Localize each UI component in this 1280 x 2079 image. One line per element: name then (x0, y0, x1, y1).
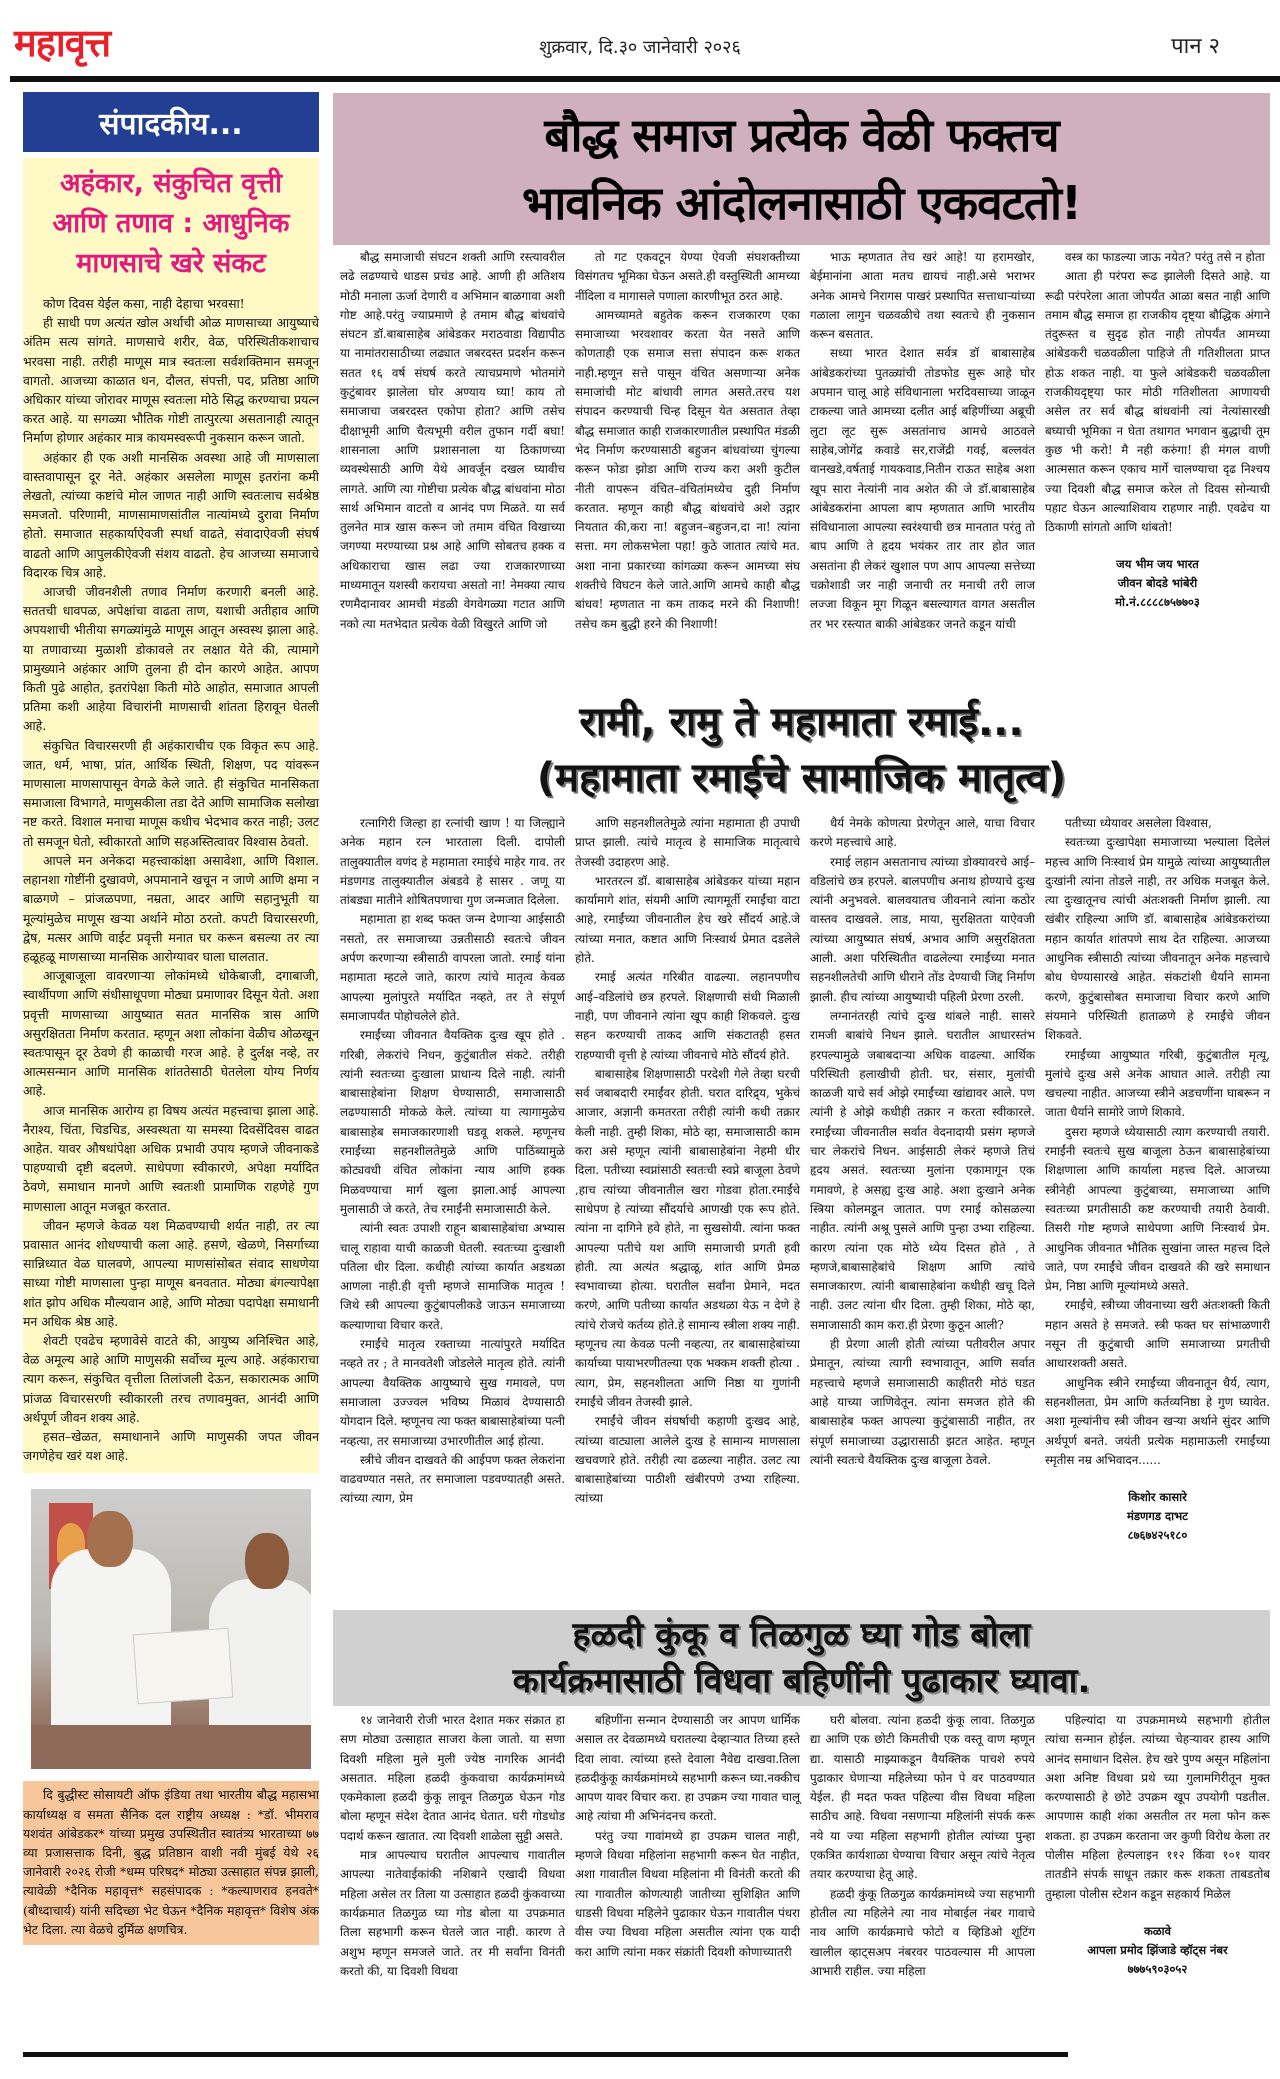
byline-author: किशोर कासारे (1128, 1490, 1187, 1505)
article-paragraph: बौद्ध समाजाची संघटन शक्ती आणि रस्त्यावरील लढे लढण्याचे धाडस प्रचंड आहे. आणी ही अतिशय मोठी मनाला ऊर्जा देणारी व अभिमान बाळगावा अशी गोष्ट आहे.परंतु ज्याप्रमाणे हे तमाम बौद्ध बांधवांचे संघटन डॉ.बाबासाहेब आंबेडकर मराठवाडा विद्यापीठ या नामांतरासाठीच्या लढ्यात जबरदस्त प्रदर्शन करून सतत १६ वर्ष संघर्ष करते त्याचप्रमाणे भोतमांगे कुटुंबावर झालेला घोर अण्याय घ्या! काय तो समाजाचा जबरदस्त एकोपा होता? आणि तसेच दीक्षाभूमी आणि चैत्यभूमी वरील तुफान गर्दी बघा! शासनाला आणि प्रशासनाला या ठिकाणच्या व्यवस्थेसाठी आणि येथे आवर्जून दखल घ्यावीच लागते. आणि त्या गोष्टीचा प्रत्येक बौद्ध बांधवांना मोठा सार्थ अभिमान वाटतो व आनंद पण मिळते. या सर्व तुलनेत मात्र खास करून जो तमाम वंचित विखाच्या जगण्या मरण्याच्या प्रश्न आहे आणि सोबतच हक्क व अधिकाराचा खास लढा ज्या राजकारणाच्या माध्यमातून यशस्वी करायचा असतो ना! नेमक्या त्याच रणमैदानावर आमची मंडळी वेगवेगळ्या गटात आणि नको त्या मतभेदात प्रत्येक वेळी विखुरते आणि जो (340, 250, 565, 631)
article2-byline (1045, 1488, 1270, 1545)
byline-author: आपला प्रमोद झिंजाडे व्हॉट्स नंबर (1087, 1942, 1228, 1957)
article2-column (575, 814, 800, 1606)
byline-phone: मो.नं.८८८८७५७७०३ (1115, 595, 1200, 610)
article-paragraph: त्यांनी स्वतः उपाशी राहून बाबासाहेबांचा अभ्यास चालू राहावा याची काळजी घेतली. स्वतःच्या दुःखाशी पतिला धीर दिला. कधीही त्यांच्या कार्यात अडथळा आणला नाही.ही वृत्ती म्हणजे सामाजिक मातृत्व ! जिथे स्त्री आपल्या कुटुंबापलीकडे जाऊन समाजाच्या कल्याणाचा विचार करते. (340, 1221, 565, 1332)
article-paragraph: रमाईंच्या आयुष्यात गरिबी, कुटुंबातील मृत्यू, मुलांचे दुःख असे अनेक आघात आले. तरीही त्या खचल्या नाहीत. आजच्या स्त्रीने अडचणींना घाबरून न जाता धैर्याने सामोरे जाणे शिकावे. (1045, 1047, 1270, 1120)
byline-phone: ७७७५९०३०५२ (1127, 1961, 1188, 1976)
article-paragraph: रमाईंचे, स्त्रीच्या जीवनाच्या खरी अंतःशक्ती किती महान असते हे समजते. स्त्री फक्त घर सांभाळणारी नसून ती कुटुंबाची आणि समाजाच्या प्रगतीची आधारशक्ती असते. (1045, 1298, 1270, 1371)
article1-column (810, 248, 1035, 686)
article3-headline (333, 1610, 1270, 1706)
article1-headline (333, 93, 1270, 245)
editorial-panel (23, 158, 319, 1473)
article-paragraph: बहिणींना सन्मान देण्यासाठी जर आपण धार्मिक असाल तर देवळामध्ये घरातल्या देव्हाऱ्यात तिच्या हस्ते दिवा लावा. त्यांच्या हस्ते देवाला नैवेद्य दाखवा.तिला हळदीकुंकू कार्यक्रमांमध्ये सहभागी करून घ्या.नक्कीच आपण यावर विचार करा. हा उपक्रम ज्या गावात चालू आहे त्यांचा मी अभिनंदनच करतो. (575, 1713, 800, 1824)
editorial-column (23, 92, 319, 1945)
person-left-head (87, 1511, 133, 1567)
article-paragraph: धैर्य नेमके कोणत्या प्रेरणेतून आले, याचा विचार करणे महत्त्वाचे आहे. (810, 816, 1035, 850)
article-paragraph: वस्त्र का फाडल्या जाऊ नयेत? परंतु तसे न होता (1065, 250, 1265, 264)
editorial-paragraph: कोण दिवस येईल कसा, नाही देहाचा भरवसा! (43, 296, 245, 311)
editorial-title-line: आणि तणाव : आधुनिक (52, 208, 290, 239)
article1-byline (1045, 555, 1270, 612)
article-paragraph: रमाई अत्यंत गरिबीत वाढल्या. लहानपणीच आई–वडिलांचे छत्र हरपले. शिक्षणाची संधी मिळाली नाही, पण जीवनाने त्यांना खूप काही शिकवले. दुःख सहन करण्याची ताकद आणि संकटातही हसत राहण्याची वृत्ती हे त्यांच्या जीवनाचे मोठे सौंदर्य होते. (575, 970, 800, 1062)
issue-date: शुक्रवार, दि.३० जानेवारी २०२६ (539, 37, 741, 58)
article1-column (575, 248, 800, 686)
newspaper-logo: महावृत्त (14, 21, 111, 65)
article3-byline (1045, 1922, 1270, 1979)
article-paragraph: रमाईंचे जीवन संघर्षाची कहाणी दुःखद आहे, त्यांच्या वाट्याला आलेले दुःख हे सामान्य माणसाला खचवणारे होते. तरीही त्या ढळल्या नाहीत. उलट त्या बाबासाहेबांच्या पाठीशी खंबीरपणे उभ्या राहिल्या. त्यांच्या (575, 1414, 800, 1506)
masthead (0, 0, 1280, 80)
editorial-paragraph: जीवन म्हणजे केवळ यश मिळवण्याची शर्यत नाही, तर त्या प्रवासात आनंद शोधण्याची कला आहे. हसणे, खेळणे, निसर्गाच्या सान्निध्यात वेळ घालवणे, आपल्या माणसांसोबत संवाद साधणेया साध्या गोष्टी माणसाला पुन्हा माणूस बनवतात. मोठ्या बंगल्यापेक्षा शांत झोप अधिक मौल्यवान आहे, आणि मोठ्या पदापेक्षा समाधानी मन अधिक श्रेष्ठ आहे. (23, 1217, 319, 1329)
desk (31, 1725, 311, 1769)
page-number: पान २ (1171, 34, 1220, 59)
article1-body (340, 248, 1270, 686)
article3-column (1045, 1711, 1270, 2051)
article-paragraph: परंतु ज्या गावांमध्ये हा उपक्रम चालत नाही, म्हणजे विधवा महिलांना सहभागी करून घेत नाहीत, अशा गावातील विधवा महिलांना मी विनंती करतो की त्या गावातील कोणत्याही जातीच्या सुशिक्षित आणि धाडसी विधवा महिलेने पुढाकार घेऊन गावातील पंधरा वीस ज्या विधवा महिला असतील त्यांना एक यादी करा आणि त्यांना मकर संक्रांती दिवशी कोणाच्यातरी (575, 1828, 800, 1959)
article2-column (810, 814, 1035, 1606)
article3-column (810, 1711, 1035, 2051)
article-paragraph: सध्या भारत देशात सर्वत्र डॉ बाबासाहेब आंबेडकरांच्या पुतळ्यांची तोडफोड सुरू आहे घोर अपमान चालू आहे संविधानाला भरदिवसाच्या जाळून टाकल्या जाते आमच्या दलीत आई बहिणींच्या अब्रूची लुटा लूट सुरू असतांनाच आमचे आठवले साहेब,जोगेंद्र कवाडे सर,राजेंद्री गवई, बल्लवंत वानखडे,वर्षताई गायकवाड,नितीन राऊत साहेब अशा खूप सारा नेत्यांनी नाव अशेत की जे डॉ.बाबासाहेब आंबेडकरांना आपला बाप म्हणतात आणि भारतीय संविधानाला आपल्या स्वरंश्याची छत्र मानतात परंतु तो बाप आणि ते हृदय भयंकर तार तार होत जात असतांना ही लेकरं खुशाल पण आप आपल्या सत्तेच्या चक्रोशाडी जर नाही जनाची तर मनाची तरी लाज लज्जा विकून मूग गिळून बसल्यागत वागत असतील तर भर रस्त्यात बाकी आंबेडकर जनते कडून यांची (810, 346, 1035, 631)
byline-line: कळावे (1144, 1923, 1171, 1938)
headline-line: भावनिक आंदोलनासाठी एकवटतो! (522, 176, 1081, 230)
article-paragraph: रमाईंच्या जीवनात वैयक्तिक दुःख खूप होते . गरिबी, लेकरांचे निधन, कुटुंबातील संकटे. तरीही त्यांनी स्वतःच्या दुःखाला प्राधान्य दिले नाही. त्यांनी बाबासाहेबांना शिक्षण घेण्यासाठी, समाजासाठी लढण्यासाठी मोकळे केले. त्यांच्या या त्यागामुळेच बाबासाहेब समाजकारणाशी घडवू शकले. म्हणूनच रमाईंच्या सहनशीलतेमुळे आणि पाठिंब्यामुळे कोट्यवधी वंचित लोकांना न्याय आणि हक्क मिळवण्याचा मार्ग खुला झाला.आई आपल्या मुलासाठी जे करते, तेच रमाईंनी समाजासाठी केले. (340, 1028, 565, 1216)
editorial-paragraph: आजूबाजूला वावरणाऱ्या लोकांमध्ये धोकेबाजी, दगाबाजी, स्वार्थीपणा आणि संधीसाधूपणा मोठ्या प्रमाणावर दिसून येतो. अशा प्रवृत्ती माणसाच्या आयुष्यात सतत मानसिक त्रास आणि असुरक्षितता निर्माण करतात. म्हणून अशा लोकांना वेळीच ओळखून स्वतःपासून दूर ठेवणे ही काळाची गरज आहे. हे दुर्लक्ष नव्हे, तर आत्मसन्मान आणि मानसिक शांततेसाठी घेतलेला योग्य निर्णय आहे. (23, 968, 319, 1099)
article2-column (1045, 814, 1270, 1606)
article-paragraph: हळदी कुंकू तिळगुळ कार्यक्रमांमध्ये ज्या सहभागी होतील त्या महिलेने त्या नाव मोबाईल नंबर गावाचे नाव आणि कार्यक्रमाचे फोटो व व्हिडिओ शूटिंग खालील व्हाट्सअप नंबरवर पाठवल्यास मी आपला आभारी राहील. ज्या महिला (810, 1886, 1035, 1978)
editorial-paragraph: ही साधी पण अत्यंत खोल अर्थाची ओळ माणसाच्या आयुष्याचे अंतिम सत्य सांगते. माणसाचे शरीर, वेळ, परिस्थितीकशाचाच भरवसा नाही. तरीही माणूस मात्र स्वतःला सर्वशक्तिमान समजून वागतो. आजच्या काळात धन, दौलत, संपत्ती, पद, प्रतिष्ठा आणि अधिकार यांच्या जोरावर माणूस स्वतःला मोठे सिद्ध करण्याचा प्रयत्न करत आहे. या सगळ्या भौतिक गोष्टी तात्पुरत्या असतानाही त्यातून निर्माण होणार अहंकार मात्र कायमस्वरूपी नुकसान करून जातो. (23, 315, 319, 446)
editorial-paragraph: आजची जीवनशैली तणाव निर्माण करणारी बनली आहे. सततची धावपळ, अपेक्षांचा वाढता ताण, यशाची अतीहाव आणि अपयशाची भीतीया सगळ्यांमुळे माणूस आतून अस्वस्थ झाला आहे. या तणावाच्या मुळाशी डोकावले तर लक्षात येते की, त्यामागे प्रामुख्याने अहंकार आणि तुलना ही दोन कारणे आहेत. आपण किती पुढे आहोत, इतरांपेक्षा किती मोठे आहोत, समाजात आपली प्रतिमा कशी आहेया विचारांनी माणसाची शांतता हिरावून घेतली आहे. (23, 584, 319, 734)
article3-column (575, 1711, 800, 2051)
article-paragraph: महामाता हा शब्द फक्त जन्म देणाऱ्या आईसाठी नसतो, तर समाजाच्या उन्नतीसाठी स्वतःचे जीवन अर्पण करणाऱ्या स्त्रीसाठी वापरला जातो. रमाई यांना महामाता म्हटले जाते, कारण त्यांचे मातृत्व केवळ आपल्या मुलांपुरते मर्यादित नव्हते, तर ते संपूर्ण समाजापर्यंत पोहोचलेले होते. (340, 912, 565, 1023)
article-paragraph: बाबासाहेब शिक्षणासाठी परदेशी गेले तेव्हा घरची सर्व जबाबदारी रमाईंवर होती. घरात दारिद्र्य, भुकेचं आजार, अज्ञानी कमतरता तरीही त्यांनी कधी तक्रार केली नाही. तुम्ही शिका, मोठे व्हा, समाजासाठी काम करा असे म्हणून त्यांनी बाबासाहेबांना नेहमी धीर दिला. पतीच्या स्वप्नांसाठी स्वतःची स्वप्ने बाजूला ठेवणे ,हाच त्यांच्या जीवनातील खरा गोडवा होता.रमाईंचे साधेपण हे त्यांच्या सौंदर्याचे आणखी एक रूप होते. त्यांना ना दागिने हवे होते, ना सुखसोयी. त्यांना फक्त आपल्या पतीचे यश आणि समाजाची प्रगती हवी होती. त्या अत्यंत श्रद्धाळू, शांत आणि प्रेमळ स्वभावाच्या होत्या. घरातील सर्वांना प्रेमाने, मदत करणे, आणि पतीच्या कार्यात अडथळा येऊ न देणे हे त्यांचे रोजचे कर्तव्य होते.हे सामान्य स्त्रीला शक्य नाही. म्हणूनच त्या केवळ पत्नी नव्हत्या, तर बाबासाहेबांच्या कार्याच्या पायाभरणीतल्या एक भक्कम शक्ती होत्या . त्याग, प्रेम, सहनशीलता आणि निष्ठा या गुणांनी रमाईंचे जीवन तेजस्वी झाले. (575, 1066, 800, 1409)
person-right-head (245, 1533, 289, 1589)
headline-line: कार्यक्रमासाठी विधवा बहिणींनी पुढाकार घ्यावा. (512, 1661, 1091, 1701)
editorial-paragraph: अहंकार ही एक अशी मानसिक अवस्था आहे जी माणसाला वास्तवापासून दूर नेते. अहंकार असलेला माणूस इतरांना कमी लेखतो, त्यांच्या कष्टांचे मोल जाणत नाही आणि स्वतःलाच सर्वश्रेष्ठ समजतो. परिणामी, माणसामाणसांतील नात्यांमध्ये दुरावा निर्माण होतो. समाजात सहकार्याऐवजी स्पर्धा वाढते, संवादाऐवजी संघर्ष वाढतो आणि आपुलकीऐवजी संशय वाढतो. हेच आजच्या समाजाचे विदारक चित्र आहे. (23, 449, 319, 580)
masthead-rule (10, 76, 1280, 82)
editorial-title-line: अहंकार, संकुचित वृत्ती (60, 168, 282, 199)
photo-caption-box (23, 1781, 319, 1945)
article-paragraph: भारतरत्न डॉ. बाबासाहेब आंबेडकर यांच्या महान कार्यामागे शांत, संयमी आणि त्यागमूर्ती रमाईंचा वाटा आहे, रमाईंच्या जीवनातील हेच खरे सौंदर्य आहे.जे त्यांच्या मनात, कष्टात आणि निःस्वार्थ प्रेमात दडलेले होते. (575, 873, 800, 966)
article-paragraph: पहिल्यांदा या उपक्रमामध्ये सहभागी होतील त्यांचा सन्मान होईल. त्यांच्या चेहऱ्यावर हास्य आणि आनंद समाधान दिसेल. हेच खरे पुण्य असून महिलांना अशा अनिष्ट विधवा प्रथे च्या गुलामगिरीतून मुक्त करण्यासाठी हे छोटे उपक्रम खूप उपयोगी पडतील. आपणास काही शंका असतील तर मला फोन करू शकता. हा उपक्रम करताना जर कुणी विरोध केला तर पोलीस महिला हेल्पलाइन ११२ किंवा १०१ यावर तातडीने संपर्क साधून तक्रार करू शकता ताबडतोब तुम्हाला पोलीस स्टेशन कडून सहकार्य मिळेल (1045, 1713, 1270, 1901)
editorial-title-line: माणसाचे खरे संकट (76, 248, 266, 279)
byline-place: मंडणगड दाभट (1127, 1509, 1188, 1524)
headline-line: बौद्ध समाज प्रत्येक वेळी फक्तच (544, 108, 1059, 162)
editorial-section-label: संपादकीय... (23, 92, 319, 152)
bottom-rule (23, 2052, 1068, 2057)
article-paragraph: पतीच्या ध्येयावर असलेला विश्वास, (1065, 816, 1212, 830)
article-paragraph: रमाईंचे मातृत्व रक्ताच्या नात्यांपुरते मर्यादित नव्हते तर ; ते मानवतेशी जोडलेले मातृत्व होते. त्यांनी आपल्या वैयक्तिक आयुष्याचे सुख गमावले, पण समाजाला उज्ज्वल भविष्य मिळावं देण्यासाठी योगदान दिले. म्हणूनच त्या फक्त बाबासाहेबांच्या पत्नी नव्हत्या, तर समाजाच्या उभारणीतील आई होत्या. (340, 1337, 565, 1448)
article-paragraph: मात्र आपल्याच घरातील आपल्याच गावातील आपल्या नातेवाईकांकी नशिबाने एखादी विधवा महिला असेल तर तिला या उत्साहात हळदी कुंकवाच्या कार्यक्रमात तिळगुळ घ्या गोड बोला या उपक्रमात तिला सहभागी करून घेतले जात नाही. कारण ते अशुभ म्हणून समजले जाते. तर मी सर्वांना विनंती करतो की, या दिवशी विधवा (340, 1848, 565, 1978)
event-photo (31, 1489, 311, 1769)
byline-phone: ८७६७४२५१८० (1127, 1528, 1188, 1543)
article-paragraph: स्वतःच्या दुःखापेक्षा समाजाच्या भल्याला दिलेलं महत्त्व आणि निःस्वार्थ प्रेम यामुळे त्यांच्या आयुष्यातील दुःखांनी त्यांना तोडले नाही, तर अधिक मजबूत केले. त्या दुःखातूनच त्यांची अंतःशक्ती निर्माण झाली. त्या खंबीर राहिल्या आणि डॉ. बाबासाहेब आंबेडकरांच्या महान कार्यात शांतपणे साथ देत राहिल्या. आजच्या आधुनिक स्त्रीसाठी त्यांच्या जीवनातून अनेक महत्त्वाचे बोध घेण्यासारखे आहेत. संकटांशी धैर्याने सामना करणे, कुटुंबासोबत समाजाचा विचार करणे आणि संयमाने परिस्थिती हाताळणे हे रमाईंचे जीवन शिकवते. (1045, 835, 1270, 1043)
editorial-paragraph: आज मानसिक आरोग्य हा विषय अत्यंत महत्त्वाचा झाला आहे. नैराश्य, चिंता, चिडचिड, अस्वस्थता या समस्या दिवसेंदिवस वाढत आहेत. यावर औषधांपेक्षा अधिक प्रभावी उपाय म्हणजे जीवनाकडे पाहण्याची दृष्टी बदलणे. साधेपणा स्वीकारणे, अपेक्षा मर्यादित ठेवणे, समाधान मानणे आणि स्वतःशी प्रामाणिक राहणेहे गुण माणसाला आतून मजबूत करतात. (23, 1102, 319, 1214)
headline-line: रामी, रामु ते महामाता रमाई... (579, 699, 1024, 745)
article3-column (340, 1711, 565, 2051)
article-paragraph: लग्नानंतरही त्यांचे दुःख थांबले नाही. सासरे रामजी बाबांचे निधन झाले. घरातील आधारस्तंभ हरपल्यामुळे जबाबदाऱ्या अधिक वाढल्या. आर्थिक परिस्थिती हलाखीची होती. घर, संसार, मुलांची काळजी याचे सर्व ओझे रमाईंच्या खांद्यावर आले. पण त्यांनी हे ओझे कधीही तक्रार न करता स्वीकारले. रमाईंच्या जीवनातील सर्वात वेदनादायी प्रसंग म्हणजे चार लेकरांचे निधन. आईसाठी लेकरं म्हणजे तिचं हृदय असतं. स्वतःच्या मुलांना एकामागून एक गमावणे, हे असह्य दुःख आहे. अशा दुःखाने अनेक स्त्रिया कोलमडून जातात. पण रमाई कोसळल्या नाहीत. त्यांनी अश्रू पुसले आणि पुन्हा उभ्या राहिल्या. कारण त्यांना एक मोठे ध्येय दिसत होते , ते म्हणजे,बाबासाहेबांचे शिक्षण आणि त्यांचे समाजकारण. त्यांनी बाबासाहेबांना कधीही खचू दिले नाही. उलट त्यांना धीर दिला. तुम्ही शिका, मोठे व्हा, समाजासाठी काम करा.ही प्रेरणा कुठून आली? (810, 1008, 1035, 1332)
article-paragraph: रमाई लहान असतानाच त्यांच्या डोक्यावरचे आई–वडिलांचे छत्र हरपले. बालपणीच अनाथ होण्याचे दुःख त्यांनी अनुभवले. बालवयातच जीवनाने त्यांना कठोर वास्तव दाखवले. लाड, माया, सुरक्षितता याऐवजी त्यांच्या आयुष्यात संघर्ष, अभाव आणि असुरक्षितता आली. अशा परिस्थितीत वाढलेल्या रमाईंच्या मनात सहनशीलतेची आणि धीराने तोंड देण्याची जिद्द निर्माण झाली. हीच त्यांच्या आयुष्याची पहिली प्रेरणा ठरली. (810, 854, 1035, 1004)
article2-headline (333, 694, 1270, 812)
article-paragraph: तो गट एकवटून येण्या ऐवजी संघशक्तीच्या विसंगतच भूमिका घेऊन असते.ही वस्तुस्थिती आमच्या नींदिला व मागासले पणाला कारणीभूत ठरत आहे. (575, 250, 800, 303)
article1-column (1045, 248, 1270, 686)
article3-body (340, 1711, 1270, 2051)
headline-line: (महामाता रमाईचे सामाजिक मातृत्व) (536, 755, 1067, 801)
article-paragraph: १४ जानेवारी रोजी भारत देशात मकर संक्रात हा सण मोठ्या उत्साहात साजरा केला जातो. या सणा दिवशी महिला मुले मुली ज्येष्ठ नागरिक आनंदी असतात. महिला हळदी कुंकवाचा कार्यक्रमांमध्ये एकमेकाला हळदी कुंकू लावून तिळगुळ घेऊन गोड बोला म्हणून संदेश देतात आनंद घेतात. घरी गोडधोड पदार्थ करून खातात. त्या दिवशी शाळेला सुट्टी असते. (340, 1713, 565, 1843)
editorial-paragraph: संकुचित विचारसरणी ही अहंकाराचीच एक विकृत रूप आहे. जात, धर्म, भाषा, प्रांत, आर्थिक स्थिती, शिक्षण, पद यांवरून माणसाला माणसापासून वेगळे केले जाते. ही संकुचित मानसिकता समाजाला विभागते, माणुसकीला तडा देते आणि सामाजिक सलोखा नष्ट करते. विशाल मनाचा माणूस कधीच भेदभाव करत नाही; उलट तो समजून घेतो, स्वीकारतो आणि सहअस्तित्वावर विश्वास ठेवतो. (23, 737, 319, 849)
article2-column (340, 814, 565, 1606)
article-paragraph: आमच्यामते बहुतेक करून राजकारण एका समाजाच्या भरवशावर करता येत नसते आणि कोणताही एक समाज सत्ता संपादन करू शकत नाही.म्हणून सत्ते पासून वंचित असणाऱ्या अनेक समाजांची मोट बांधावी लागत असते.तरच यश संपादन करण्याची चिन्ह दिसून येत असतात तेव्हा बौद्ध समाजात काही राजकारणातील प्रस्थापित मंडळी भेद निर्माण करण्यासाठी बहुजन बांधवांच्या चुंगल्या करून फोडा झोडा आणि राज्य करा अशी कुटील नीती वापरून वंचित–वंचितांमध्येच दुही निर्माण करतात. म्हणून काही बौद्ध बांधवांचे अशे उद्गार नियतात की,करा ना! बहुजन–बहुजन,दा ना! त्यांना सत्ता. मग लोकसभेला पहा! कुठे जातात त्यांचे मत. अशा नाना प्रकारच्या कांगळ्या करून आमच्या संघ शक्तीचे विघटन केले जाते.आणि आमचे काही बौद्ध बांधव! म्हणतात ना कम ताकद मरने की निशाणी! तसेच कम बुद्धी हरने की निशाणी! (575, 307, 800, 631)
article-paragraph: ही प्रेरणा आली होती त्यांच्या पतीवरील अपार प्रेमातून, त्यांच्या त्यागी स्वभावातून, आणि सर्वात महत्त्वाचे म्हणजे समाजासाठी काहीतरी मोठं घडत आहे याच्या जाणिवेतून. त्यांना समजत होते की बाबासाहेब फक्त आपल्या कुटुंबासाठी नाहीत, तर संपूर्ण समाजाच्या उद्धारासाठी झटत आहेत. म्हणून त्यांनी स्वतःचे वैयक्तिक दुःख बाजूला ठेवले. (810, 1337, 1035, 1467)
headline-line: हळदी कुंकू व तिळगुळ घ्या गोड बोला (572, 1615, 1031, 1655)
article-paragraph: स्त्रीचे जीवन दाखवते की आईपण फक्त लेकरांना वाढवण्यात नसते, तर समाजाला पडवण्यातही असते. त्यांच्या त्याग, प्रेम (340, 1452, 565, 1506)
article-paragraph: आणि सहनशीलतेमुळे त्यांना महामाता ही उपाधी प्राप्त झाली. त्यांचे मातृत्व हे सामाजिक मातृत्वाचे तेजस्वी उदाहरण आहे. (575, 816, 800, 869)
byline-line: जय भीम जय भारत (1116, 557, 1199, 572)
byline-author: जीवन बोदडे भांबेरी (1117, 576, 1198, 591)
editorial-paragraph: आपले मन अनेकदा महत्त्वाकांक्षा असावेशा, आणि विशाल. लहानशा गोष्टींनी दुखावणे, अपमानाने खचून न जाणे आणि क्षमा न बाळगणे – प्रांजळपणा, नम्रता, आदर आणि सहानुभूती या मूल्यांमुळेच माणूस खऱ्या अर्थाने मोठा ठरतो. कपटी विचारसरणी, द्वेष, मत्सर आणि वाईट प्रवृत्ती मनात घर करून बसल्या तर त्या हळूहळू माणसाच्या मानसिक आरोग्यावर घाला घालतात. (23, 852, 319, 964)
article2-body (340, 814, 1270, 1606)
newspaper-copy (133, 1628, 234, 1705)
article-paragraph: रत्नागिरी जिल्हा हा रत्नांची खाण ! या जिल्ह्याने अनेक महान रत्न भारताला दिली. दापोली तालुक्यातील वणंद हे महामाता रमाईचे माहेर गाव. तर मंडणगड तालुक्यातील अंबडवे हे सासर . जणू या तांबड्या मातीने शोषितपणाचा गुण जन्मजात दिलेला. (340, 816, 565, 908)
article-paragraph: आता ही परंपरा रूढ झालेली दिसते आहे. या रूढी परंपरेला आता जोपर्यंत आळा बसत नाही आणि तमाम बौद्ध समाज हा राजकीय दृष्ट्या बौद्धिक अंगाने तंदुरूस्त व सुदृढ होत नाही तोपर्यंत आमच्या आंबेडकरी चळवळीला पाहिजे ती गतिशीलता प्राप्त होऊ शकत नाही. या फुले आंबेडकरी चळवळीला राजकीयदृष्ट्या फार मोठी गतिशीलता आणायची असेल तर सर्व बौद्ध बांधवांनी त्यां नेत्यांसारखी बघ्याची भूमिका न घेता तथागत भगवान बुद्धाची तूम कुछ भी करो! मै नही करुंगा! ही मंगल वाणी आत्मसात करून एकाच मार्गे चालण्याचा दृढ निश्चय ज्या दिवशी बौद्ध समाज करेल तो दिवस सोन्याची पहाट घेऊन आल्याशिवाय राहणार नाही. एवढेच या ठिकाणी सांगतो आणि थांबतो! (1045, 269, 1270, 535)
article1-column (340, 248, 565, 686)
article-paragraph: दुसरा म्हणजे ध्येयासाठी त्याग करण्याची तयारी. रमाईंनी स्वतःचे सुख बाजूला ठेऊन बाबासाहेबांच्या शिक्षणाला आणि कार्याला महत्त्व दिले. आजच्या स्त्रीनेही आपल्या कुटुंबाच्या, समाजाच्या आणि स्वतःच्या प्रगतीसाठी कष्ट करण्याची तयारी ठेवावी. तिसरी गोष्ट म्हणजे साधेपणा आणि निःस्वार्थ प्रेम. आधुनिक जीवनात भौतिक सुखांना जास्त महत्त्व दिले जाते, पण रमाईंचे जीवन दाखवते की खरे समाधान प्रेम, निष्ठा आणि मूल्यांमध्ये असते. (1045, 1124, 1270, 1294)
article-paragraph: घरी बोलवा. त्यांना हळदी कुंकू लावा. तिळगुळ द्या आणि एक छोटी किमतीची एक वस्तू वाण म्हणून द्या. यासाठी माझ्याकडून वैयक्तिक पाचशे रुपये पुढाकार घेणाऱ्या महिलेच्या फोन पे वर पाठवण्यात येईल. ही मदत फक्त पहिल्या वीस विधवा महिला साठीच आहे. विधवा नसणाऱ्या महिलांनी संपर्क करू नये या ज्या महिला सहभागी होतील त्यांच्या पुन्हा एकत्रित कार्यशाळा घेण्याचा विचार असून त्यांचे नेतृत्व तयार करण्याचा हेतू आहे. (810, 1713, 1035, 1882)
editorial-title (23, 164, 319, 284)
article-paragraph: आधुनिक स्त्रीने रमाईंच्या जीवनातून धैर्य, त्याग, सहनशीलता, प्रेम आणि कर्तव्यनिष्ठा हे गुण घ्यावेत. अशा मूल्यांनीच स्त्री जीवन खऱ्या अर्थाने सुंदर आणि अर्थपूर्ण बनते. जयंती प्रत्येक महामाऊली रमाईंच्या स्मृतीस नम्र अभिवादन...... (1045, 1375, 1270, 1467)
editorial-body (23, 294, 319, 1465)
editorial-paragraph: शेवटी एवढेच म्हणावेसे वाटते की, आयुष्य अनिश्चित आहे, वेळ अमूल्य आहे आणि माणुसकी सर्वोच्च मूल्य आहे. अहंकाराचा त्याग करून, संकुचित वृत्तीला तिलांजली देऊन, सकारात्मक आणि प्रांजळ विचारसरणी स्वीकारली तरच तणावमुक्त, आनंदी आणि अर्थपूर्ण जीवन शक्य आहे. (23, 1332, 319, 1425)
editorial-paragraph: हसत–खेळत, समाधानाने आणि माणुसकी जपत जीवन जगणेहेच खरं यश आहे. (23, 1428, 319, 1464)
photo-caption: दि बुद्धीस्ट सोसायटी ऑफ इंडिया तथा भारतीय बौद्ध महासभा कार्याध्यक्ष व समता सैनिक दल राष्ट्रीय अध्यक्ष : *डॉ. भीमराव यशवंत आंबेडकर* यांच्या प्रमुख उपस्थितीत स्वातंत्र्य भारताच्या ७७ व्या प्रजासत्ताक दिनी, बुद्ध प्रतिष्ठान वाशी नवी मुंबई येथे २६ जानेवारी २०२६ रोजी *धम्म परिषद* मोठ्या उत्साहात संपन्न झाली, त्यावेळी *दैनिक महावृत्त* सहसंपादक : *कल्याणराव हनवते* (बौध्दाचार्य) यांनी सदिच्छा भेट घेऊन *दैनिक महावृत्त* विशेष अंक भेट दिला. त्या वेळचे दुर्मिळ क्षणचित्र. (23, 1787, 319, 1937)
article-paragraph: भाऊ म्हणतात तेच खरं आहे! या हरामखोर, बेईमानांना आता मतच द्यायचं नाही.असे भराभर अनेक आमचे निरागस पाखरं प्रस्थापित सत्ताधाऱ्यांच्या गळाला लागुन चळवळीचे तथा स्वतःचे ही नुकसान करून बसतात. (810, 250, 1035, 342)
